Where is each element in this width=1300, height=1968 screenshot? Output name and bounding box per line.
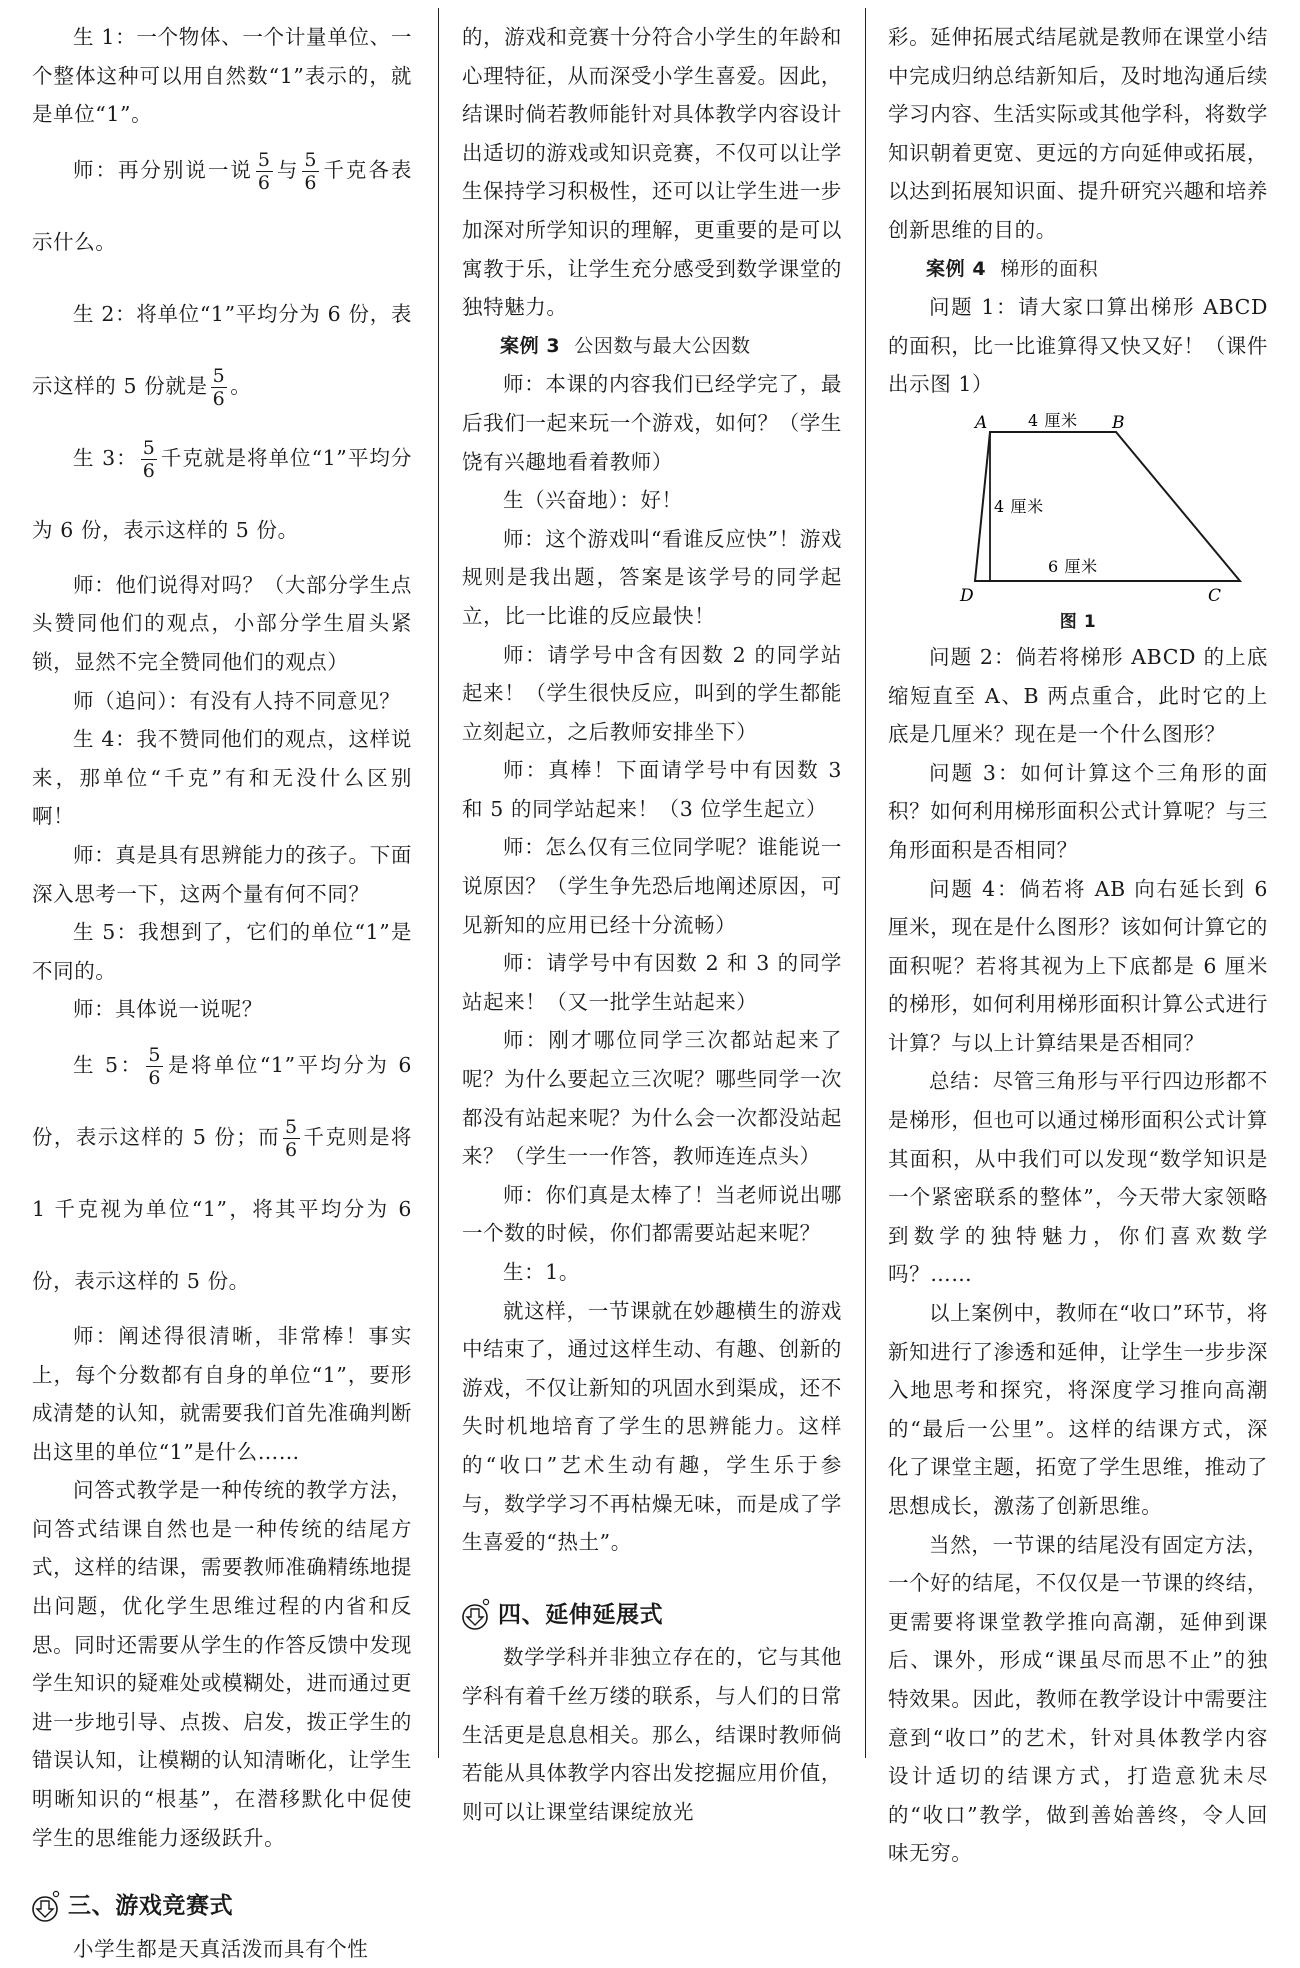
case-label: 案例 4 bbox=[926, 257, 987, 280]
text-run: 千克各表示什么。 bbox=[32, 157, 412, 254]
text-run: 生 2：将单位“1”平均分为 6 份，表示这样的 5 份就是 bbox=[32, 301, 412, 398]
column-right bbox=[888, 18, 1268, 1873]
fraction-denominator: 6 bbox=[304, 171, 318, 194]
paragraph: 师：真是具有思辨能力的孩子。下面深入思考一下，这两个量有何不同？ bbox=[32, 842, 412, 906]
down-arrow-circle-icon bbox=[32, 1890, 62, 1924]
column-left bbox=[32, 18, 412, 1968]
paragraph bbox=[32, 278, 412, 422]
section-heading bbox=[32, 1887, 412, 1926]
fraction-denominator: 6 bbox=[142, 459, 156, 482]
fraction bbox=[211, 365, 228, 410]
trapezoid-figure bbox=[888, 406, 1268, 606]
paragraph: 问题 1：请大家口算出梯形 ABCD 的面积，比一比谁算得又快又好！（课件出示图 1） bbox=[888, 295, 1268, 397]
case-title-text: 公因数与最大公因数 bbox=[574, 334, 751, 357]
fraction-numerator: 5 bbox=[257, 148, 271, 171]
top-length-label: 4 厘米 bbox=[1028, 410, 1078, 430]
paragraph: 生 1：一个物体、一个计量单位、一个整体这种可以用自然数“1”表示的，就是单位“1”。 bbox=[32, 25, 412, 127]
paragraph: 师：阐述得很清晰，非常棒！事实上，每个分数都有自身的单位“1”，要形成清楚的认知，就需要我们首先准确判断出这里的单位“1”是什么…… bbox=[32, 1323, 412, 1464]
fraction bbox=[256, 149, 273, 194]
section-heading-text: 三、游戏竞赛式 bbox=[68, 1893, 234, 1920]
fraction bbox=[302, 149, 319, 194]
paragraph: 问题 2：倘若将梯形 ABCD 的上底缩短直至 A、B 两点重合，此时它的上底是几厘米？现在是一个什么图形？ bbox=[888, 644, 1268, 747]
paragraph: 师：你们真是太棒了！当老师说出哪一个数的时候，你们都需要站起来呢？ bbox=[462, 1182, 842, 1246]
paragraph: 问题 4：倘若将 AB 向右延长到 6 厘米，现在是什么图形？该如何计算它的面积呢？若将其视为上下底都是 6 厘米的梯形，如何利用梯形面积计算公式进行计算？与以上计算结果是否相同？ bbox=[888, 876, 1268, 1055]
paragraph: 小学生都是天真活泼而具有个性 bbox=[73, 1936, 369, 1961]
case-title-text: 梯形的面积 bbox=[1000, 257, 1099, 280]
paragraph: 师：请学号中有因数 2 和 3 的同学站起来！（又一批学生站起来） bbox=[462, 951, 842, 1014]
paragraph: 当然，一节课的结尾没有固定方法，一个好的结尾，不仅仅是一节课的终结，更需要将课堂教学推向高潮，延伸到课后、课外，形成“课虽尽而思不止”的独特效果。因此，教师在教学设计中需要注意到“收口”的艺术，针对具体教学内容设计适切的结课方式，打造意犹未尽的“收口”教学，做到善始善终，令人回味无穷。 bbox=[888, 1532, 1268, 1866]
paragraph: 数学学科并非独立存在的，它与其他学科有着千丝万缕的联系，与人们的日常生活更是息息相关。那么，结课时教师倘若能从具体教学内容出发挖掘应用价值，则可以让课堂结课绽放光 bbox=[462, 1645, 842, 1824]
text-run: 。 bbox=[230, 373, 252, 398]
paragraph: 师：具体说一说呢？ bbox=[73, 997, 263, 1022]
section-heading bbox=[462, 1596, 842, 1635]
vertex-label-b: B bbox=[1112, 412, 1126, 433]
fraction-numerator: 5 bbox=[142, 436, 156, 459]
text-run: 与 bbox=[275, 157, 300, 182]
fraction-numerator: 5 bbox=[285, 1115, 298, 1138]
paragraph: 师：真棒！下面请学号中有因数 3 和 5 的同学站起来！（3 位学生起立） bbox=[462, 758, 842, 821]
case-title bbox=[888, 250, 1268, 289]
paragraph: 彩。延伸拓展式结尾就是教师在课堂小结中完成归纳总结新知后，及时地沟通后续学习内容、生活实际或其他学科，将数学知识朝着更宽、更远的方向延伸或拓展，以达到拓展知识面、提升研究兴趣和培养创新思维的目的。 bbox=[888, 25, 1268, 242]
text-run: 千克就是将单位“1”平均分为 6 份，表示这样的 5 份。 bbox=[32, 445, 412, 542]
paragraph: 问题 3：如何计算这个三角形的面积？如何利用梯形面积公式计算呢？与三角形面积是否相同？ bbox=[888, 760, 1268, 862]
text-run: 是将单位“1”平均分为 6 份，表示这样的 5 份；而 bbox=[32, 1052, 412, 1149]
figure-caption: 图 1 bbox=[1059, 611, 1097, 632]
paragraph: 师：这个游戏叫“看谁反应快”！游戏规则是我出题，答案是该学号的同学起立，比一比谁的反应最快！ bbox=[462, 526, 842, 628]
text-run: 师：再分别说一说 bbox=[73, 157, 253, 182]
vertex-label-a: A bbox=[975, 412, 988, 433]
fraction bbox=[141, 437, 158, 482]
paragraph: 生：1。 bbox=[503, 1260, 580, 1284]
height-length-label: 4 厘米 bbox=[994, 496, 1044, 516]
paragraph: 生 5：我想到了，它们的单位“1”是不同的。 bbox=[32, 920, 412, 983]
column-divider-left bbox=[438, 8, 439, 1758]
vertex-label-d: D bbox=[960, 585, 975, 606]
text-run: 千克则是将 1 千克视为单位“1”，将其平均分为 6 份，表示这样的 5 份。 bbox=[32, 1124, 413, 1293]
trapezoid-diagram bbox=[908, 406, 1222, 606]
paragraph bbox=[32, 1029, 412, 1317]
paragraph: 师（追问）：有没有人持不同意见？ bbox=[73, 688, 401, 713]
paragraph: 生 4：我不赞同他们的观点，这样说来，那单位“千克”有和无没什么区别啊！ bbox=[32, 727, 412, 829]
paragraph: 的，游戏和竞赛十分符合小学生的年龄和心理特征，从而深受小学生喜爱。因此，结课时倘若教师能针对具体教学内容设计出适切的游戏或知识竞赛，不仅可以让学生保持学习积极性，还可以让学生进一步加深对所学知识的理解，更重要的是可以寓教于乐，让学生充分感受到数学课堂的独特魅力。 bbox=[462, 25, 842, 320]
paragraph: 总结：尽管三角形与平行四边形都不是梯形，但也可以通过梯形面积公式计算其面积，从中我们可以发现“数学知识是一个紧密联系的整体”，今天带大家领略到数学的独特魅力，你们喜欢数学吗？…… bbox=[888, 1069, 1268, 1287]
fraction-denominator: 6 bbox=[212, 387, 226, 410]
vertex-label-c: C bbox=[1208, 585, 1222, 606]
paragraph: 以上案例中，教师在“收口”环节，将新知进行了渗透和延伸，让学生一步步深入地思考和探究，将深度学习推向高潮的“最后一公里”。这样的结课方式，深化了课堂主题，拓宽了学生思维，推动了思想成长，激荡了创新思维。 bbox=[888, 1301, 1268, 1518]
fraction-denominator: 6 bbox=[285, 1138, 298, 1161]
case-title bbox=[462, 327, 842, 366]
bottom-length-label: 6 厘米 bbox=[1048, 556, 1098, 576]
paragraph: 就这样，一节课就在妙趣横生的游戏中结束了，通过这样生动、有趣、创新的游戏，不仅让新知的巩固水到渠成，还不失时机地培育了学生的思辨能力。这样的“收口”艺术生动有趣，学生乐于参与，数学学习不再枯燥无味，而是成了学生喜爱的“热土”。 bbox=[462, 1298, 842, 1555]
paragraph: 师：刚才哪位同学三次都站起来了呢？为什么要起立三次呢？哪些同学一次都没有站起来呢？为什么会一次都没站起来？（学生一一作答，教师连连点头） bbox=[462, 1028, 842, 1169]
paragraph: 师：他们说得对吗？（大部分学生点头赞同他们的观点，小部分学生眉头紧锁，显然不完全赞同他们的观点） bbox=[32, 572, 412, 674]
paragraph: 生（兴奋地）：好！ bbox=[503, 488, 683, 513]
fraction-numerator: 5 bbox=[304, 148, 318, 171]
paragraph bbox=[32, 422, 412, 566]
fraction-denominator: 6 bbox=[148, 1066, 162, 1089]
fraction-numerator: 5 bbox=[212, 364, 226, 387]
fraction-numerator: 5 bbox=[148, 1043, 162, 1066]
paragraph bbox=[32, 134, 412, 278]
column-divider-right bbox=[865, 8, 866, 1758]
paragraph: 师：请学号中含有因数 2 的同学站起来！（学生很快反应，叫到的学生都能立刻起立，之后教师安排坐下） bbox=[462, 642, 842, 744]
down-arrow-circle-icon bbox=[462, 1598, 492, 1632]
fraction bbox=[146, 1044, 163, 1089]
paragraph: 师：怎么仅有三位同学呢？谁能说一说原因？（学生争先恐后地阐述原因，可见新知的应用已经十分流畅） bbox=[462, 835, 842, 937]
case-label: 案例 3 bbox=[500, 334, 561, 357]
fraction-denominator: 6 bbox=[257, 171, 271, 194]
column-middle bbox=[462, 18, 842, 1831]
section-heading-text: 四、延伸延展式 bbox=[498, 1601, 664, 1628]
text-run: 生 3： bbox=[73, 445, 138, 470]
fraction bbox=[283, 1116, 300, 1161]
paragraph: 师：本课的内容我们已经学完了，最后我们一起来玩一个游戏，如何？（学生饶有兴趣地看着教师） bbox=[462, 372, 842, 474]
paragraph: 问答式教学是一种传统的教学方法，问答式结课自然也是一种传统的结尾方式，这样的结课，需要教师准确精练地提出问题，优化学生思维过程的内省和反思。同时还需要从学生的作答反馈中发现学生知识的疑难处或模糊处，进而通过更进一步地引导、点拨、启发，拨正学生的错误认知，让模糊的认知清晰化，让学生明晰知识的“根基”，在潜移默化中促使学生的思维能力逐级跃升。 bbox=[32, 1478, 412, 1850]
text-run: 生 5： bbox=[73, 1052, 144, 1077]
